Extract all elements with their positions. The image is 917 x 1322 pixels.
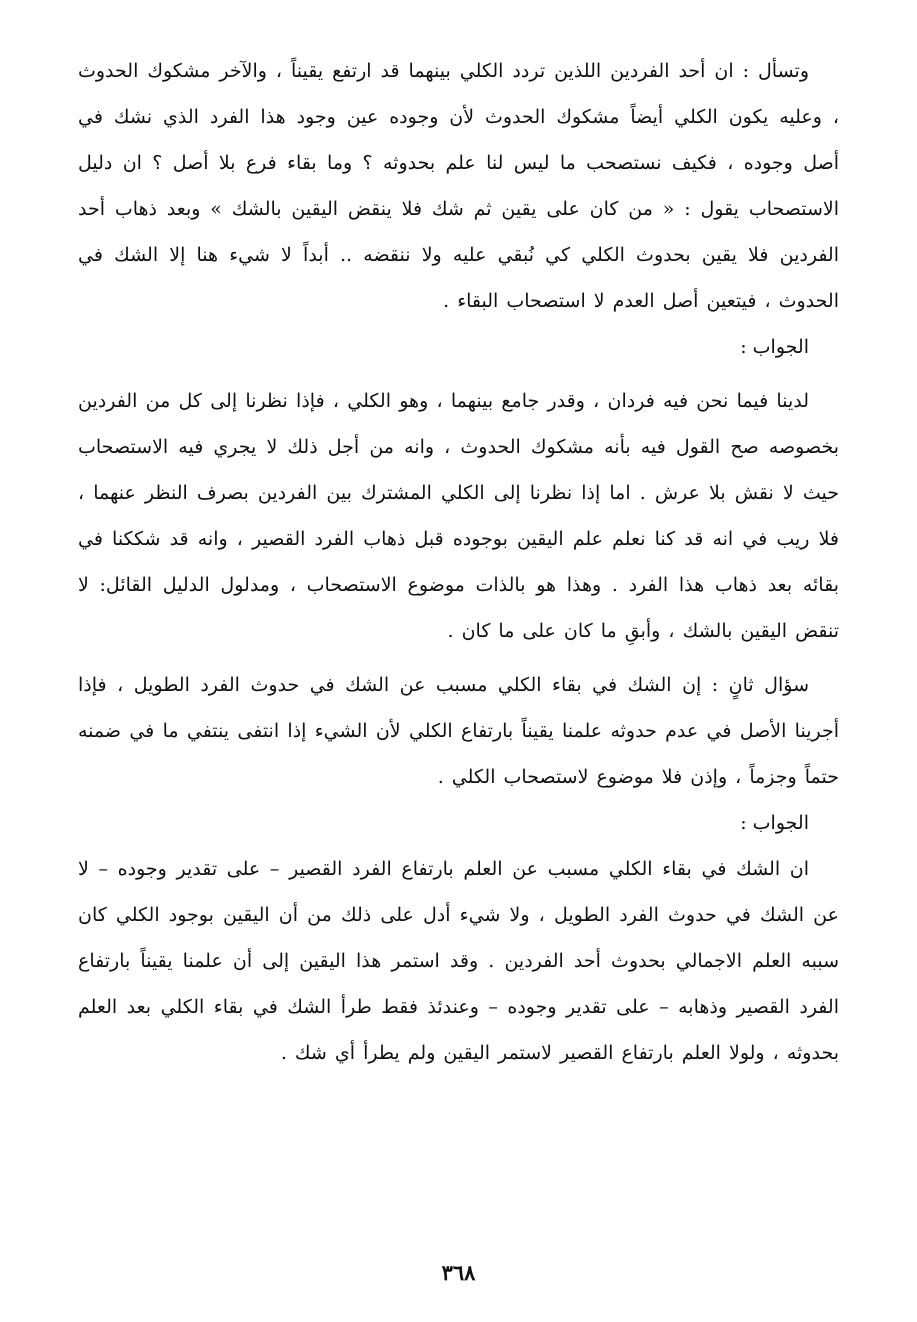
answer-paragraph-1: لدينا فيما نحن فيه فردان ، وقدر جامع بينهما ، وهو الكلي ، فإذا نظرنا إلى كل من الفردين بخصوصه صح القول فيه بأنه مشكوك الحدوث ، وانه من أجل ذلك لا يجري فيه الاستصحاب حيث لا نقش بلا عرش . اما إذا نظرنا إلى الكلي المشترك بين الفردين بصرف النظر عنهما ، فلا ريب في انه قد كنا نعلم علم اليقين بوجوده قبل ذهاب الفرد القصير ، وانه قد شككنا في بقائه بعد ذهاب هذا الفرد . وهذا هو بالذات موضوع الاستصحاب ، ومدلول الدليل القائل: لا تنقض اليقين بالشك ، وأبقِ ما كان على ما كان .	[78, 390, 839, 642]
answer-heading-1: الجواب :	[740, 336, 809, 358]
question-paragraph-1: وتسأل : ان أحد الفردين اللذين تردد الكلي بينهما قد ارتفع يقيناً ، والآخر مشكوك الحدوث ، وعليه يكون الكلي أيضاً مشكوك الحدوث لأن وجوده عين وجود هذا الفرد الذي نشك في أصل وجوده ، فكيف نستصحب ما ليس لنا علم بحدوثه ؟ وما بقاء فرع بلا أصل ؟ ان دليل الاستصحاب يقول : « من كان على يقين ثم شك فلا ينقض اليقين بالشك » وبعد ذهاب أحد الفردين فلا يقين بحدوث الكلي كي نُبقي عليه ولا ننقضه .. أبداً لا شيء هنا إلا الشك في الحدوث ، فيتعين أصل العدم لا استصحاب البقاء .	[78, 60, 839, 312]
question-paragraph-2: سؤال ثانٍ : إن الشك في بقاء الكلي مسبب عن الشك في حدوث الفرد الطويل ، فإذا أجرينا الأصل في عدم حدوثه علمنا يقيناً بارتفاع الكلي لأن الشيء إذا انتفى ينتفي ما في ضمنه حتماً وجزماً ، وإذن فلا موضوع لاستصحاب الكلي .	[78, 674, 839, 788]
answer-heading-2: الجواب :	[740, 812, 809, 834]
page-body	[78, 48, 839, 1076]
page-number: ٣٦٨	[441, 1260, 476, 1285]
answer-paragraph-2: ان الشك في بقاء الكلي مسبب عن العلم بارتفاع الفرد القصير – على تقدير وجوده – لا عن الشك في حدوث الفرد الطويل ، ولا شيء أدل على ذلك من أن اليقين بوجود الكلي كان سببه العلم الاجمالي بحدوث أحد الفردين . وقد استمر هذا اليقين إلى أن علمنا يقيناً بارتفاع الفرد القصير وذهابه – على تقدير وجوده – وعندئذ فقط طرأ الشك في بقاء الكلي بعد العلم بحدوثه ، ولولا العلم بارتفاع القصير لاستمر اليقين ولم يطرأ أي شك .	[78, 858, 839, 1064]
